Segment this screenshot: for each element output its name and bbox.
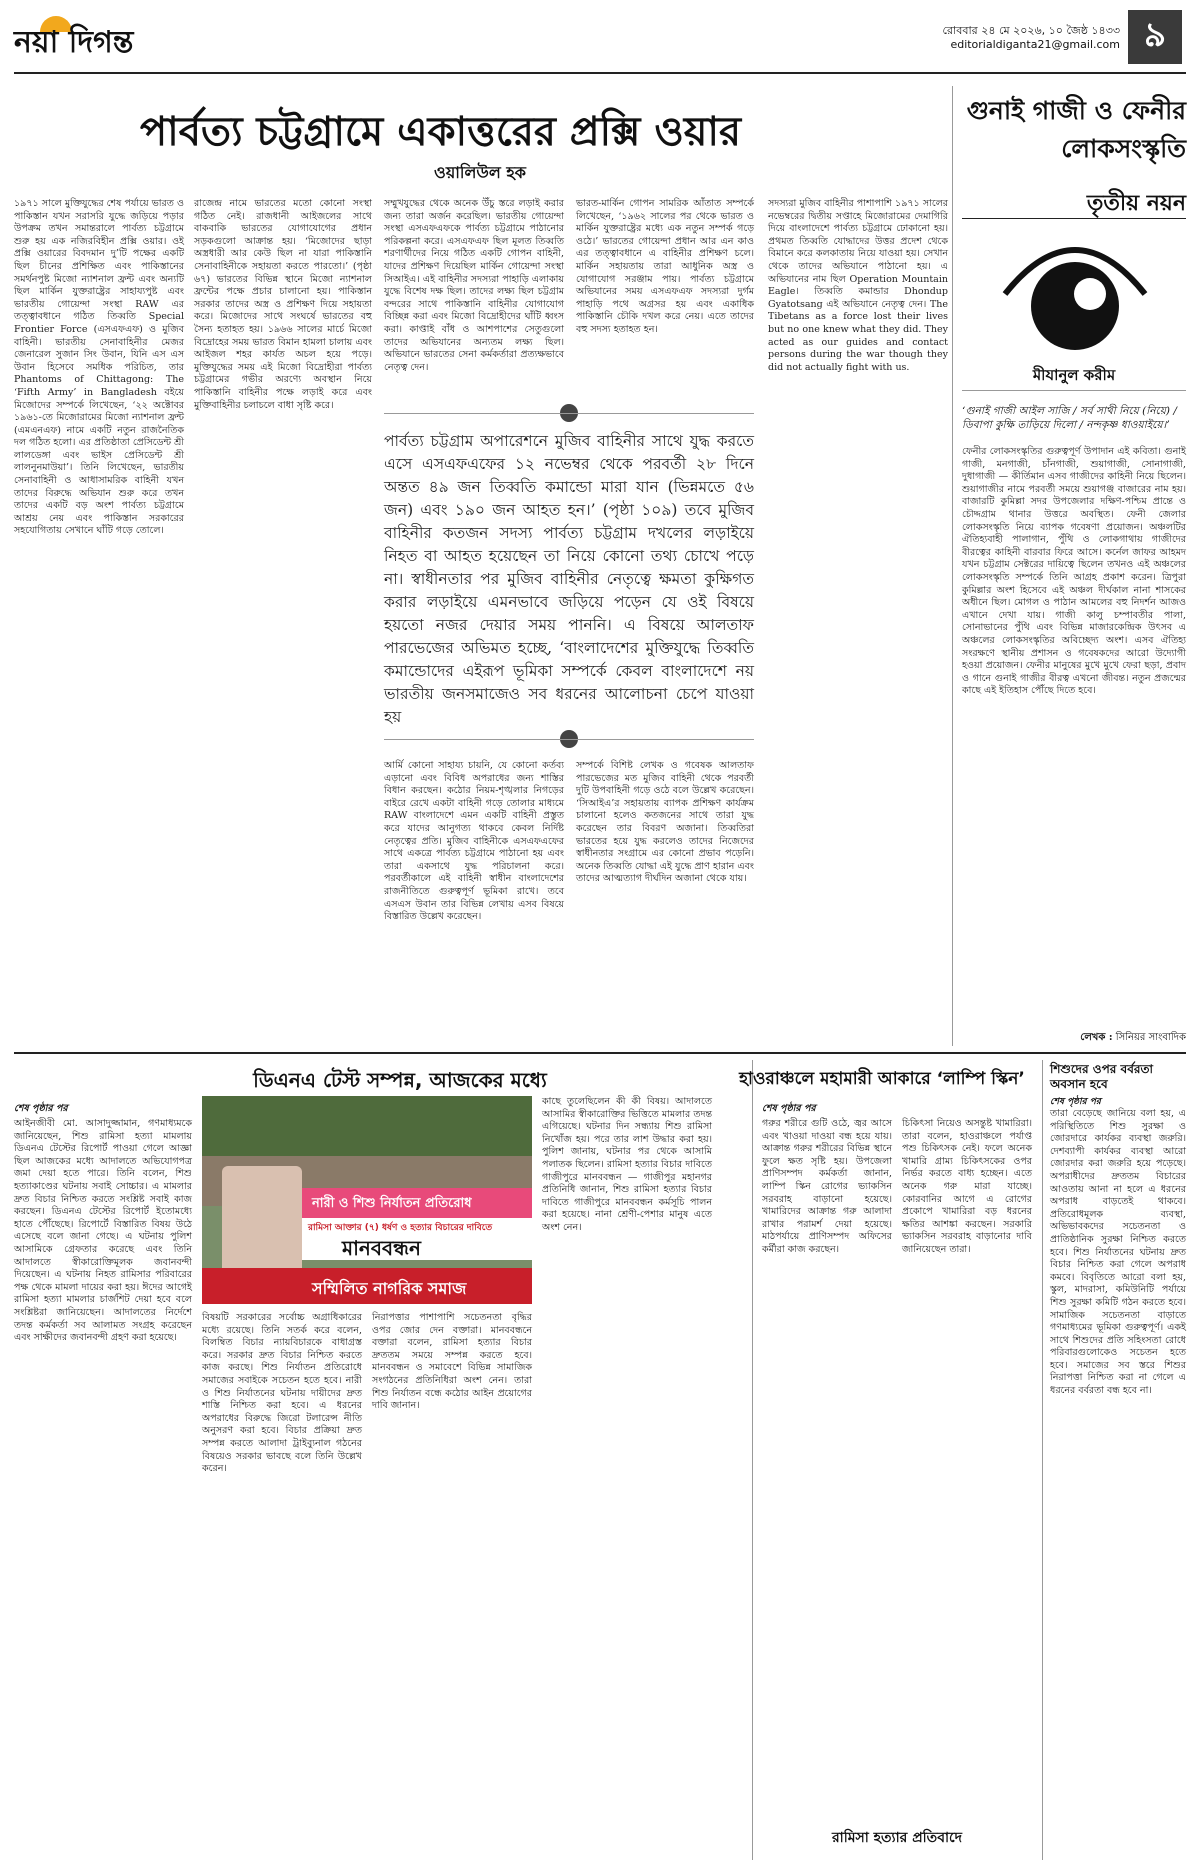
main-author: ওয়ালিউল হক: [434, 163, 526, 182]
lumpy-col-2: চিকিৎসা নিয়েও অসন্তুষ্ট খামারিরা। তারা বলেন, হাওরাঞ্চলে পর্যাপ্ত পশু চিকিৎসক নেই। ফলে অনেক খামারি গ্রাম্য চিকিৎসকের ওপর নির্ভর করতে বাধ্য হচ্ছেন। এতে অনেক গরু মারা যাচ্ছে। কোরবানির আগে এ রোগের প্রকোপে খামারিরা বড় ধরনের ক্ষতির আশঙ্কা করছেন। সরকারি ভ্যাকসিন সরবরাহ বাড়ানোর দাবি জানিয়েছেন তারা।: [902, 1118, 1032, 1255]
sidebar-verse: ‘গুনাই গাজী আইল সাজি / সর্ব সাথী নিয়ে (নিয়ে) / ডিবাপা কুক্ষি তাড়িয়ে দিলো / নন্দকৃষ্ণ ধাওয়াইয়ে।’: [962, 405, 1177, 431]
pullquote-rule-top: [384, 413, 754, 414]
masthead-rule: [14, 72, 1186, 74]
sidebar-rule: [962, 218, 1186, 219]
right-body: তারা বেড়েছে জানিয়ে বলা হয়, এ পরিস্থিতিতে শিশু সুরক্ষা ও জোরদারে কার্যকর ব্যবস্থা জরুরি। দেশব্যাপী কার্যকর ব্যবস্থা আরো জোরদার করা জরুরি হয়ে পড়েছে। অপরাধীদের দ্রুততম বিচারের আওতায় আনা না হলে এ ধরনের অপরাধ বাড়তেই থাকবে। প্রতিরোধমূলক ব্যবস্থা, অভিভাবকদের সচেতনতা ও প্রাতিষ্ঠানিক সুরক্ষা নিশ্চিত করতে হবে। শিশু নির্যাতনের ঘটনায় দ্রুত বিচার নিশ্চিত করা গেলে অপরাধ কমবে। বিবৃতিতে আরো বলা হয়, স্কুল, মাদরাসা, কমিউনিটি পর্যায়ে শিশু সুরক্ষা কমিটি গঠন করতে হবে। সামাজিক সচেতনতা বাড়াতে গণমাধ্যমের ভূমিকা গুরুত্বপূর্ণ। একই সাথে শিশুদের প্রতি সহিংসতা রোধে পরিবারগুলোকেও সচেতন হতে হবে। সমাজের সব স্তরে শিশুর নিরাপত্তা নিশ্চিত করা না গেলে এ ধরনের বর্বরতা বন্ধ হবে না।: [1050, 1108, 1186, 1397]
rape-headline: ডিএনএ টেস্ট সম্পন্ন, আজকের মধ্যে: [253, 1068, 547, 1092]
main-lower-col-3: আর্মি কোনো সাহায্য চায়নি, যে কোনো কর্তব্য এড়ানো এবং বিবিধ অপরাধের জন্য শাস্তির বিধান করছেন। কঠোর নিয়ম-শৃঙ্খলার নিগড়ের বাইরে রেখে একটা বাহিনী গড়ে তোলার মাধ্যমে RAW বাংলাদেশে এমন একটি বাহিনী প্রস্তুত করে যাদের আনুগত্য থাকবে কেবল নির্দিষ্ট নেতৃত্বের প্রতি। মুজিব বাহিনীকে এসএফএফের সাথে একত্রে পার্বত্য চট্টগ্রামে পাঠানো হয় এবং তারা একসাথে যুদ্ধ পরিচালনা করে। পরবর্তীকালে এই বাহিনী স্বাধীন বাংলাদেশের রাজনীতিতে গুরুত্বপূর্ণ ভূমিকা রাখে। তবে এসএস উবান তার বিভিন্ন লেখায় এসব বিষয়ে বিস্তারিত উল্লেখ করেছেন।: [384, 760, 564, 923]
sidebar-author: মীযানুল করীম: [1032, 366, 1116, 384]
photo-banner-3: মানববন্ধন: [342, 1236, 421, 1260]
rape-continued: শেষ পৃষ্ঠার পর: [14, 1103, 68, 1114]
main-col-3: সম্মুখযুদ্ধের থেকে অনেক উঁচু স্তরে লড়াই করার জন্য তারা অর্জন করেছিল। ভারতীয় গোয়েন্দা সংস্থা এসএফএফকে পার্বত্য চট্টগ্রামে পাঠানোর পরিকল্পনা করে। এসএফএফ ছিল মূলত তিব্বতি শরণার্থীদের নিয়ে গঠিত একটি গোপন বাহিনী, যাদের প্রশিক্ষণ দিয়েছিল মার্কিন গোয়েন্দা সংস্থা সিআইএ। এই বাহিনীর সদস্যরা পাহাড়ি এলাকায় যুদ্ধে বিশেষ দক্ষ ছিল। তাদের লক্ষ্য ছিল চট্টগ্রাম বন্দরের সাথে পাকিস্তানি বাহিনীর যোগাযোগ বিচ্ছিন্ন করা এবং মিজো বিদ্রোহীদের ঘাঁটি ধ্বংস করা। কাপ্তাই বাঁধ ও আশপাশের সেতুগুলো তাদের অভিযানের অন্যতম লক্ষ্য ছিল। অভিযানে ভারতের সেনা কর্মকর্তারা প্রত্যক্ষভাবে নেতৃত্ব দেন।: [384, 198, 564, 373]
child-portrait: [222, 1166, 302, 1276]
sidebar-footer-label: লেখক :: [1080, 1032, 1113, 1043]
sidebar-footer: [962, 1030, 1186, 1047]
photo-banner-1: নারী ও শিশু নির্যাতন প্রতিরোধ: [312, 1196, 472, 1211]
protest-headline: রামিসা হত্যার প্রতিবাদে: [831, 1830, 963, 1846]
lumpy-continued: শেষ পৃষ্ঠার পর: [762, 1103, 816, 1114]
lower-divider-1: [752, 1060, 753, 1860]
pullquote-rule-bottom: [384, 739, 754, 740]
eye-icon: [1000, 224, 1150, 364]
main-col-2: রাজেন্দ্র নামে ভারতের মতো কোনো সংস্থা গঠিত নেই। রাজধানী আইজলের সাথে বাকবাকি ভারতের যোগাযোগের প্রধান সড়কগুলো আক্রান্ত হয়। ‘মিজোদের ছাড়া অস্ত্রধারী আর কেউ ছিল না যারা পাকিস্তানি সেনাবাহিনীকে সহায়তা করতে পারতো।’ (পৃষ্ঠা ৬৭) ভারতের বিভিন্ন স্থানে মিজো ন্যাশনাল ফ্রন্টের পক্ষে প্রচার চালানো হয়। পাকিস্তান সরকার তাদের অস্ত্র ও প্রশিক্ষণ দিয়ে সহায়তা করে। মিজোদের সাথে সংঘর্ষে ভারতের বহু সৈন্য হতাহত হয়। ১৯৬৬ সালের মার্চে মিজো বিদ্রোহের সময় ভারত বিমান হামলা চালায় এবং আইজল শহর কার্যত অচল হয়ে পড়ে। মুক্তিযুদ্ধের সময় এই মিজো বিদ্রোহীরা পার্বত্য চট্টগ্রামের গভীর অরণ্যে অবস্থান নিয়ে পাকিস্তানি বাহিনীর পক্ষে লড়াই করে এবং মুক্তিবাহিনীর চলাচলে বাধা সৃষ্টি করে।: [194, 198, 372, 411]
rape-col-2: বিষয়টি সরকারের সর্বোচ্চ অগ্রাধিকারের মধ্যে রয়েছে। তিনি সতর্ক করে বলেন, বিলম্বিত বিচার ন্যায়বিচারকে বাধাগ্রস্ত করে। সরকার দ্রুত বিচার নিশ্চিত করতে কাজ করছে। শিশু নির্যাতন প্রতিরোধে সমাজের সবাইকে সচেতন হতে হবে। নারী ও শিশু নির্যাতনের ঘটনায় দায়ীদের দ্রুত শাস্তি নিশ্চিত করা হবে। এ ধরনের অপরাধের বিরুদ্ধে জিরো টলারেন্স নীতি অনুসরণ করা হবে। বিচার প্রক্রিয়া দ্রুত সম্পন্ন করতে আলাদা ট্রাইব্যুনাল গঠনের বিষয়েও সরকার ভাবছে বলে তিনি উল্লেখ করেন।: [202, 1312, 362, 1475]
main-headline: পার্বত্য চট্টগ্রামে একাত্তরের প্রক্সি ওয়ার: [140, 109, 741, 155]
protest-photo: [202, 1096, 532, 1304]
lumpy-headline: হাওরাঞ্চলে মহামারী আকারে ‘লাম্পি স্কিন’: [739, 1069, 1025, 1089]
rape-col-4: কাছে তুলেছিলেন কী কী বিষয়। আদালতে আসামির স্বীকারোক্তির ভিত্তিতে মামলার তদন্ত এগিয়েছে। ঘটনার দিন সন্ধ্যায় শিশু রামিসা নিখোঁজ হয়। পরে তার লাশ উদ্ধার করা হয়। পুলিশ জানায়, ঘটনার পর থেকে আসামি পলাতক ছিলেন। রামিসা হত্যার বিচার দাবিতে গাজীপুরে মানববন্ধন — গাজীপুর মহানগর প্রতিনিধি জানান, শিশু রামিসা হত্যার বিচার দাবিতে গাজীপুরে মানববন্ধন কর্মসূচি পালন করা হয়েছে। নানা শ্রেণী-পেশার মানুষ এতে অংশ নেন।: [542, 1096, 712, 1233]
pull-quote: পার্বত্য চট্টগ্রাম অপারেশনে মুজিব বাহিনীর সাথে যুদ্ধ করতে এসে এসএফএফের ১২ নভেম্বর থেকে পরবর্তী ২৮ দিনে অন্তত ৪৯ জন তিব্বতি কমান্ডো মারা যান (ভিন্নমতে ৫৬ জন) এবং ১৯০ জন আহত হন।’ (পৃষ্ঠা ১০৯) তবে মুজিব বাহিনীর কতজন সদস্য পার্বত্য চট্টগ্রাম দখলের লড়াইয়ে নিহত বা আহত হয়েছেন তা নিয়ে কোনো তথ্য চোখে পড়ে না। স্বাধীনতার পর মুজিব বাহিনীর নেতৃত্বে ক্ষমতা কুক্ষিগত করার লড়াইয়ে এমনভাবে জড়িয়ে পড়েন যে ওই বিষয়ে হয়তো নজর দেয়ার সময় পাননি। এ বিষয়ে আলতাফ পারভেজের অভিমত হচ্ছে, ‘বাংলাদেশের মুক্তিযুদ্ধে তিব্বতি কমান্ডোদের এইরূপ ভূমিকা সম্পর্কে কেবল বাংলাদেশে নয় ভারতীয় জনসমাজেও সব ধরনের আলোচনা চেপে যাওয়া হয়: [384, 432, 754, 726]
photo-banner-2: রামিসা আক্তার (৭) ধর্ষণ ও হত্যার বিচারের দাবিতে: [308, 1223, 493, 1233]
sidebar-body: ফেনীর লোকসংস্কৃতির গুরুত্বপূর্ণ উপাদান এই কবিতা। গুনাই গাজী, মনগাজী, চাঁনগাজী, শুয়াগাজী, সোনাগাজী, দুধাগাজী — কীর্তিমান এসব গাজীদের কাহিনী নিয়ে ছিলেন। শুয়াগাজীর নামে পরবর্তী সময়ে শুয়াগঞ্জ বাজারের নাম হয়। বাজারটি কুমিল্লা সদর উপজেলার দক্ষিণ-পশ্চিম প্রান্তে ও চৌদ্দগ্রাম থানার উত্তরে অবস্থিত। ফেনী জেলার লোকসংস্কৃতি নিয়ে ব্যাপক গবেষণা প্রয়োজন। অঞ্চলটির ঐতিহ্যবাহী পালাগান, পুঁথি ও লোকগাথায় গাজীদের বীরত্বের কাহিনী বারবার ফিরে আসে। কর্নেল জাফর আহমদ যখন চট্টগ্রাম সেক্টরের দায়িত্বে ছিলেন তখনও এই অঞ্চলের লোকসংস্কৃতি সম্পর্কে তিনি আগ্রহ প্রকাশ করেন। ত্রিপুরা কুমিল্লার অংশ হিসেবে এই অঞ্চল দীর্ঘকাল নানা শাসকের অধীনে ছিল। মোগল ও পাঠান আমলের বহু নিদর্শন আজও এখানে দেখা যায়। গাজী কালু চম্পাবতীর পালা, সোনাভানের পুঁথি এবং বিভিন্ন মাজারকেন্দ্রিক উৎসব এ অঞ্চলের লোকসংস্কৃতির অবিচ্ছেদ্য অংশ। এসব ঐতিহ্য সংরক্ষণে স্থানীয় প্রশাসন ও গবেষকদের আরো উদ্যোগী হওয়া প্রয়োজন। ফেনীর মানুষের মুখে মুখে ফেরা ছড়া, প্রবাদ ও গানে গুনাই গাজীর বীরত্ব এখনো জীবন্ত। নতুন প্রজন্মের কাছে এই ইতিহাস পৌঁছে দিতে হবে।: [962, 446, 1186, 697]
sidebar-rule-2: [962, 390, 1186, 391]
right-continued: শেষ পৃষ্ঠার পর: [1050, 1097, 1101, 1107]
sidebar-column-name: তৃতীয় নয়ন: [1086, 190, 1186, 216]
lower-divider-2: [1042, 1060, 1043, 1860]
photo-banner-4: সম্মিলিত নাগরিক সমাজ: [312, 1279, 467, 1298]
section-rule: [14, 1052, 1186, 1054]
page-number: ৯: [1128, 10, 1182, 64]
masthead-logo[interactable]: নয়া দিগন্ত: [14, 25, 134, 60]
sidebar-divider: [952, 86, 953, 1046]
main-lower-col-4: সম্পর্কে বিশিষ্ট লেখক ও গবেষক আলতাফ পারভেজের মত মুজিব বাহিনী থেকে পরবর্তী দুটি উপবাহিনী গড়ে ওঠে বলে উল্লেখ করেছেন। ‘সিআইএ’র সহায়তায় ব্যাপক প্রশিক্ষণ কার্যক্রম চালানো হলেও কতজনের সাথে তারা যুদ্ধ করেছেন তার বিবরণ অজানা। তিব্বতিরা ভারতের হয়ে যুদ্ধ করলেও তাদের নিজেদের স্বাধীনতার সংগ্রামে এর কোনো প্রভাব পড়েনি। অনেক তিব্বতি যোদ্ধা এই যুদ্ধে প্রাণ হারান এবং তাদের আত্মত্যাগ দীর্ঘদিন অজানা থেকে যায়।: [576, 760, 754, 885]
masthead-email[interactable]: editorialdiganta21@gmail.com: [950, 38, 1120, 51]
photo-foliage: [202, 1096, 532, 1156]
lumpy-col-1: গরুর শরীরে গুটি ওঠে, জ্বর আসে এবং খাওয়া দাওয়া বন্ধ হয়ে যায়। আক্রান্ত গরুর শরীরের বিভিন্ন স্থানে ফুলে ক্ষত সৃষ্টি হয়। উপজেলা প্রাণিসম্পদ কর্মকর্তা জানান, লাম্পি স্কিন রোগের ভ্যাকসিন সরবরাহ বাড়ানো হয়েছে। খামারিদের আক্রান্ত গরু আলাদা রাখার পরামর্শ দেয়া হয়েছে। মাঠপর্যায়ে প্রাণিসম্পদ অফিসের কর্মীরা কাজ করছেন।: [762, 1118, 892, 1255]
right-headline: শিশুদের ওপর বর্বরতা অবসান হবে: [1050, 1062, 1153, 1091]
sidebar-title: গুনাই গাজী ও ফেনীর লোকসংস্কৃতি: [966, 96, 1186, 163]
masthead-date: রোববার ২৪ মে ২০২৬, ১০ জৈষ্ঠ ১৪৩৩: [942, 24, 1120, 37]
sidebar-footer-text: সিনিয়র সাংবাদিক: [1115, 1032, 1186, 1043]
main-col-1: ১৯৭১ সালে মুক্তিযুদ্ধের শেষ পর্যায়ে ভারত ও পাকিস্তান যখন সরাসরি যুদ্ধে জড়িয়ে পড়ার উপক্রম তখন সমান্তরালে পার্বত্য চট্টগ্রামে শুরু হয় এক নজিরবিহীন প্রক্সি ওয়ার। ওই প্রক্সি ওয়ারের বিবদমান দু’টি পক্ষের একটি ছিল চীনের প্রশিক্ষিত এবং পাকিস্তানের সমর্থনপুষ্ট মিজো ন্যাশনাল ফ্রন্ট এবং অন্যটি ছিল মার্কিন যুক্তরাষ্ট্রের সাহায্যপুষ্ট এবং ভারতীয় গোয়েন্দা সংস্থা RAW এর তত্ত্বাবধানে গঠিত তিব্বতি Special Frontier Force (এসএফএফ) ও মুজিব বাহিনী। ভারতীয় সেনাবাহিনীর মেজর জেনারেল সুজান সিং উবান, যিনি এস এস উবান হিসেবে সমধিক পরিচিত, তার Phantoms of Chittagong: The ‘Fifth Army’ in Bangladesh বইয়ে মিজোদের সম্পর্কে লিখেছেন, ‘২২ অক্টোবর ১৯৬১-তে মিজোরামের মিজো ন্যাশনাল ফ্রন্ট (এমএনএফ) নামে একটি নতুন রাজনৈতিক দল গঠিত হলো। এর প্রতিষ্ঠাতা প্রেসিডেন্ট শ্রী লালডেঙ্গা এবং ভাইস প্রেসিডেন্ট শ্রী লালনুনমাউয়া’। তিনি লিখেছেন, ভারতীয় সেনাবাহিনী ও আধাসামরিক বাহিনী যখন তাদের বিরুদ্ধে অভিযান শুরু করে তখন তাদের একটি বড় অংশ পার্বত্য চট্টগ্রামে আশ্রয় নেয় এবং পাকিস্তান সরকারের সহযোগিতায় সেখানে ঘাঁটি গড়ে তোলে।: [14, 198, 184, 537]
main-col-4: ভারত-মার্কিন গোপন সামরিক আঁতাত সম্পর্কে লিখেছেন, ‘১৯৬২ সালের পর থেকে ভারত ও মার্কিন যুক্তরাষ্ট্রের মধ্যে এক নতুন সম্পর্ক গড়ে ওঠে।’ ভারতের গোয়েন্দা প্রধান আর এন কাও এর তত্ত্বাবধানে এ বাহিনীর প্রশিক্ষণ চলে। মার্কিন সহায়তায় তারা আধুনিক অস্ত্র ও যোগাযোগ সরঞ্জাম পায়। পার্বত্য চট্টগ্রামে অভিযানের সময় এসএফএফ সদস্যরা দুর্গম পাহাড়ি পথে অগ্রসর হয় এবং একাধিক পাকিস্তানি চৌকি দখল করে নেয়। এতে তাদের বহু সদস্য হতাহত হন।: [576, 198, 754, 335]
main-col-5: সদস্যরা মুজিব বাহিনীর পাশাপাশি ১৯৭১ সালের নভেম্বরের দ্বিতীয় সপ্তাহে মিজোরামের দেমাগিরি দিয়ে বাংলাদেশে পার্বত্য চট্টগ্রামে ঢোকানো হয়। প্রথমত তিব্বতি যোদ্ধাদের উত্তর প্রদেশ থেকে বিমানে করে কলকাতায় নিয়ে যাওয়া হয়। সেখান থেকে তাদের অভিযানে পাঠানো হয়। এ অভিযানের নাম ছিল Operation Mountain Eagle। তিব্বতি কমান্ডার Dhondup Gyatotsang এই অভিযানে নেতৃত্ব দেন। The Tibetans as a force lost their lives but no one knew what they did. They acted as our guides and contact persons during the war though they did not actually fight with us.: [768, 198, 948, 373]
rape-col-3: নিরাপত্তার পাশাপাশি সচেতনতা বৃদ্ধির ওপর জোর দেন বক্তারা। মানববন্ধনে বক্তারা বলেন, রামিসা হত্যার বিচার দ্রুততম সময়ে সম্পন্ন করতে হবে। মানববন্ধন ও সমাবেশে বিভিন্ন সামাজিক সংগঠনের প্রতিনিধিরা অংশ নেন। তারা শিশু নির্যাতন বন্ধে কঠোর আইন প্রয়োগের দাবি জানান।: [372, 1312, 532, 1412]
rape-col-1: আইনজীবী মো. আসাদুজ্জামান, গণমাধ্যমকে জানিয়েছেন, শিশু রামিসা হত্যা মামলায় ডিএনএ টেস্টের রিপোর্ট পাওয়া গেলে আজ্ঞা ছিল আজকের মধ্যে আদালতে অভিযোগপত্র জমা দেয়া হতে পারে। তিনি বলেন, শিশু হত্যাকাণ্ডের ঘটনায় সবাই সোচ্চার। এ মামলার দ্রুত বিচার নিশ্চিত করতে সংশ্লিষ্ট সবাই কাজ করছেন। ডিএনএ টেস্টের রিপোর্ট ইতোমধ্যে হাতে পৌঁছেছে। রিপোর্টে বিস্তারিত বিষয় উঠে এসেছে বলে জানা গেছে। এ ঘটনায় পুলিশ আসামিকে গ্রেফতার করেছে এবং তিনি আদালতে স্বীকারোক্তিমূলক জবানবন্দী দিয়েছেন। এ ঘটনায় নিহত রামিসার পরিবারের পক্ষ থেকে মামলা দায়ের করা হয়। ঈদের আগেই রামিসা হত্যা মামলার চার্জশিট দেয়া হবে বলে সংশ্লিষ্টরা জানিয়েছেন। আদালতের নির্দেশে তদন্ত কর্মকর্তা সব আলামত সংগ্রহ করেছেন এবং সাক্ষীদের জবানবন্দী গ্রহণ করা হয়েছে।: [14, 1118, 192, 1344]
